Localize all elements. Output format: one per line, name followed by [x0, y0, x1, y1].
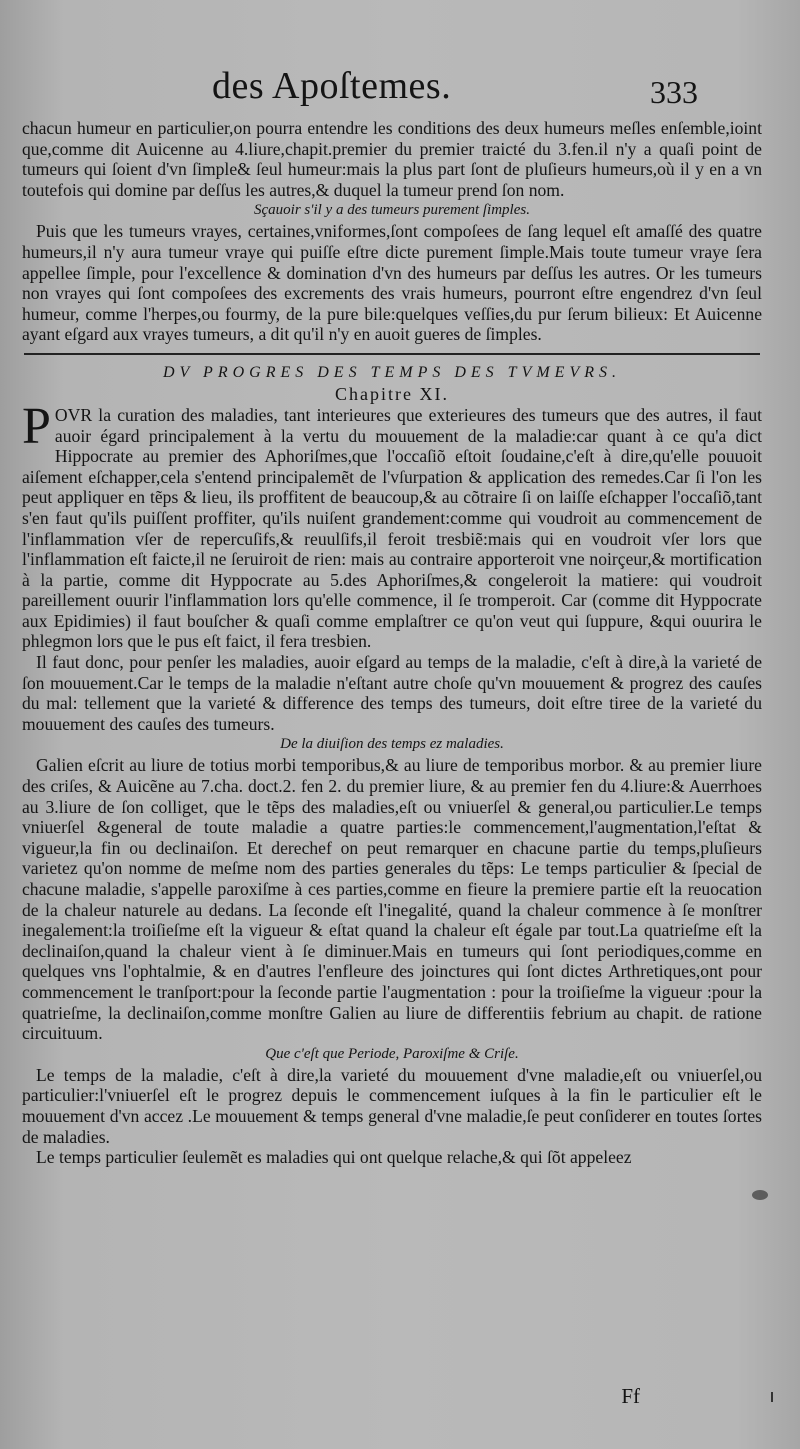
drop-cap: P — [22, 397, 51, 455]
paragraph: Il faut donc, pour penſer les maladies, auoir eſgard au temps de la maladie, c'eſt à dire,à la varieté de ſon mouuement.Car le temps de la maladie n'eſtant autre choſe qu'vn mouuement & progrez des cauſes du mal: tellement que la varieté & difference des temps des tumeurs, doit eſtre tiree de la varieté du mouuement des cauſes des tumeurs. — [22, 652, 762, 734]
page-number: 333 — [650, 74, 698, 110]
section-divider — [24, 353, 760, 355]
section-subheading: Que c'eſt que Periode, Paroxiſme & Criſe. — [265, 1045, 519, 1062]
chapter-title: DV PROGRES DES TEMPS DES TVMEVRS. — [163, 363, 621, 381]
paragraph: Le temps particulier ſeulemẽt es maladies qui ont quelque relache,& qui ſõt appeleez — [36, 1147, 632, 1168]
section-subheading: De la diuiſion des temps ez maladies. — [280, 736, 504, 753]
paragraph: Le temps de la maladie, c'eſt à dire,la varieté du mouuement d'vne maladie,eſt ou vniuerſel,ou particulier:l'vniuerſel eſt le progrez depuis le commencement iuſques à la fin le particulier eſt le mouuement d'vn accez .Le mouuement & temps general d'vne maladie,ſe peut conſiderer en toutes ſortes de maladies. — [22, 1064, 762, 1147]
margin-mark — [771, 1392, 773, 1402]
page-header — [22, 0, 762, 118]
paragraph: chacun humeur en particulier,on pourra entendre les conditions des deux humeurs meſles enſemble,ioint que,comme dit Auicenne au 4.liure,chapit.premier du premier traicté du 3.fen.il n'y a quaſi point de tumeurs qui ſoient d'vn ſimple& ſeul humeur:mais la plus part ſont de pluſieurs humeurs,où il y en a vn toutefois qui domine par deſſus les autres,& duquel la tumeur prend ſon nom. — [22, 118, 762, 200]
paragraph: Puis que les tumeurs vrayes, certaines,vniformes,ſont compoſees de ſang lequel eſt amaſſé des quatre humeurs,il n'y aura tumeur vraye qui puiſſe eſtre dicte purement ſimple.Mais toute tumeur vraye ſera appellee ſimple, pour l'excellence & domination d'vn des humeurs par deſſus les autres. Or les tumeurs non vrayes qui ſont compoſees des excrements des vrais humeurs, pourront eſtre engendrez d'vn ſeul humeur, comme l'herpes,ou fourmy, de la pure bile:quelques veſſies,du pur ſerum bilieux: Et Auicenne ayant eſgard aux vrayes tumeurs, a dit qu'il n'y en auoit gueres de ſimples. — [22, 221, 762, 345]
paragraph: Galien eſcrit au liure de totius morbi temporibus,& au liure de temporibus morbor. & au premier liure des criſes, & Auicẽne au 7.cha. doct.2. fen 2. du premier liure, & au premier fen du 4.liure:& Auerrhoes au 3.liure de ſon colliget, que le tẽps des maladies,eſt ou vniuerſel & general,ou particulier.Le temps vniuerſel &general de toute maladie a quatre parties:le commencement,l'augmentation,l'eſtat & vigueur,la fin ou declinaiſon. Et derechef on peut remarquer en chacune partie du temps,pluſieurs varietez qu'on nomme de meſme nom des parties generales du tẽps: Le temps particulier & ſpecial de chacune maladie, s'appelle paroxiſme à ces parties,comme en fieure la premiere partie eſt la reuocation de la chaleur naturele au dedans. La ſeconde eſt l'inegalité, quand la chaleur commence à ſe monſtrer inegalement:la troiſieſme eſt la vigueur & eſtat quand la chaleur eſt égale par tout.La quatrieſme eſt la declinaiſon,quand la chaleur vient à ſe diminuer.Mais en tumeurs qui ſont periodiques,comme en quelques vns l'ophtalmie, & en d'autres l'enfleure des joinctures qui ſont dictes Arthretiques,ont pour commencement le tranſport:pour la ſeconde partie l'augmentation : pour la troiſieſme la vigueur :pour la quatrieſme, la declinaiſon,comme monſtre Galien au liure de differentiis febrium au chapit. de ratione circuituum. — [22, 755, 762, 1044]
text-body — [22, 118, 762, 1168]
running-head: des Apoſtemes. — [212, 65, 452, 107]
ink-blot — [752, 1190, 768, 1200]
paragraph-with-dropcap — [22, 397, 762, 652]
section-subheading: Sçauoir s'il y a des tumeurs purement ſimples. — [254, 202, 530, 219]
paragraph-text: OVR la curation des maladies, tant interieures que exterieures des tumeurs que des autres, il faut auoir égard principalement à la vertu du mouuement de la maladie:car quant à ce qu'a dict Hippocrate au premier des Aphoriſmes,que l'occaſiõ eſtoit ſoudaine,c'eſt à dire,qu'elle pouuoit aiſement eſchapper,cela s'entend principalemẽt de l'vſurpation & application des remedes.Car ſi l'on les peut appliquer en tẽps & lieu, ils proffitent de beaucoup,& au cõtraire ſi on laiſſe eſchapper l'occaſiõ,tant s'en faut qu'ils puiſſent proffiter, qu'ils nuiſent grandement:comme qui voudroit au commencement de l'inflammation vſer de repercuſifs,& reuulſifs,il feroit tresbiẽ:mais qui en voudroit vſer lors que l'inflammation eſt faicte,il ne ſeruiroit de rien: mais au contraire apporteroit vne noirçeur,& mortification à la partie, comme dit Hyppocrate au 5.des Aphoriſmes,& congeleroit la matiere: qui voudroit pareillement ouurir l'inflammation lors qu'elle commence, il ſe tromperoit. Car (comme dit Hyppocrate aux Epidimies) il faut bouſcher & quaſi comme emplaſtrer ce qu'on veut qui ſuppure, &qui ouurira le phlegmon lors que le pus eſt faict, il fera tresbien. — [22, 404, 762, 652]
signature-mark: Ff — [621, 1384, 640, 1408]
chapter-number: Chapitre XI. — [335, 383, 449, 404]
